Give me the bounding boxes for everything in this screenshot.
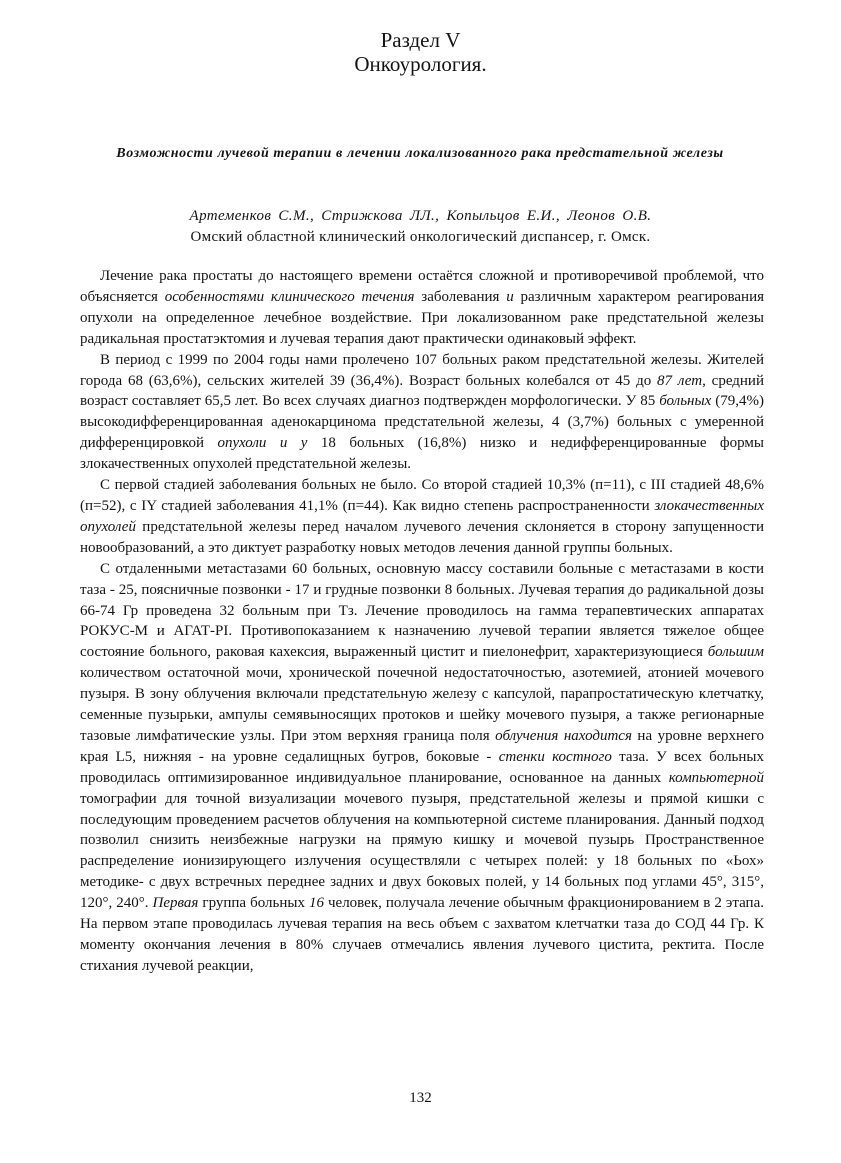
italic-text: особенностями клинического течения — [164, 288, 415, 305]
italic-text: Первая — [152, 895, 199, 912]
italic-text: больных — [659, 393, 712, 410]
body-text-run: количеством остаточной мочи, хронической почечной недостаточностью, азотемией, атонией мочевого пузыря. В зону облучения включали предстательную железу с капсулой, парапростатическую клетчатку, семенные пузырьки, ампулы семявыносящих протоков и шейку мочевого пузыря, а также регионарные тазовые лимфатические узлы. При этом верхняя граница поля — [80, 665, 764, 744]
italic-text: стенки костного — [498, 748, 612, 765]
body-text-run: таза. У всех больных проводилась оптимизированное индивидуальное планирование, основанное на данных — [80, 748, 764, 786]
italic-text: опухоли и у — [217, 435, 308, 452]
italic-text: облучения находится — [495, 727, 632, 744]
italic-text: и — [506, 288, 514, 305]
italic-text: компьютерной — [668, 769, 764, 786]
italic-text: 87 лет — [657, 372, 703, 389]
body-text-run: на уровне верхнего края L5, нижняя - на уровне седалищных бугров, боковые - — [80, 727, 764, 765]
section-subheading: Онкоурология. — [354, 52, 487, 76]
article-affiliation: Омский областной клинический онкологический диспансер, г. Омск. — [190, 229, 651, 245]
italic-text: 16 — [308, 895, 324, 912]
body-text-run: , средний возраст составляет 65,5 лет. Во всех случаях диагноз подтвержден морфологически. У 85 — [80, 372, 764, 410]
body-text-run: томографии для точной визуализации мочевого пузыря, предстательной железы и прямой кишки с последующим проведением расчетов облучения на компьютерной системе планирования. Данный подход позволил снизить неизбежные нагрузки на прямую кишку и мочевой пузырь Пространственное распределение ионизирующего излучения осуществляли с четырех полей: у 18 больных по «Ьох» методике- с двух встречных переднее задних и двух боковых полей, у 14 больных под углами 45°, 315°, 120°, 240°. — [80, 790, 764, 912]
body-paragraph — [80, 266, 764, 350]
body-text-run: заболевания — [414, 288, 507, 305]
body-text-run: человек, получала лечение обычным фракционированием в 2 этапа. На первом этапе проводилась лучевая терапия на весь объем с захватом клетчатки таза до СОД 44 Гр. К моменту окончания лечения в 80% случаев отмечались явления лучевого цистита, ректита. После стихания лучевой реакции, — [80, 895, 764, 974]
section-heading: Раздел V — [380, 28, 461, 52]
body-text-run: С отдаленными метастазами 60 больных, основную массу составили больные с метастазами в кости таза - 25, поясничные позвонки - 17 и грудные позвонки 8 больных. Лучевая терапия до радикальной дозы 66-74 Гр проведена 32 больным при Тз. Лечение проводилось на гамма терапевтических аппаратах РОКУС-М и АГАТ-PI. Противопоказанием к назначению лучевой терапии является тяжелое общее состояние больного, раковая кахексия, выраженный цистит и пиелонефрит, характеризующиеся — [80, 560, 764, 661]
italic-text: злокачественных опухолей — [80, 497, 764, 535]
body-text-run: группа больных — [198, 895, 309, 912]
article-body — [80, 266, 764, 977]
body-paragraph — [80, 475, 764, 559]
article-title: Возможности лучевой терапии в лечении локализованного рака предстательной железы — [116, 146, 724, 161]
body-text-run: Лечение рака простаты до настоящего времени остаётся сложной и противоречивой проблемой, что объясняется — [80, 268, 764, 305]
body-paragraph — [80, 350, 764, 475]
page-number: 132 — [409, 1090, 432, 1106]
body-paragraph — [80, 559, 764, 977]
body-text-run: С первой стадией заболевания больных не было. Со второй стадией 10,3% (п=11), с III стадией 48,6% (п=52), с IY стадией заболевания 41,1% (п=44). Как видно степень распространенности — [80, 477, 764, 514]
italic-text: большим — [707, 644, 764, 661]
article-authors: Артеменков С.М., Стрижкова ЛЛ., Копыльцов Е.И., Леонов О.В. — [189, 208, 652, 224]
body-text-run: предстательной железы перед началом лучевого лечения склоняется в сторону запущенности новообразований, а это диктует разработку новых методов лечения данной группы больных. — [80, 518, 764, 556]
body-text-run: различным характером реагирования опухоли на определенное лечебное воздействие. При локализованном раке предстательной железы радикальная простатэктомия и лучевая терапия дают практически одинаковый эффект. — [80, 288, 764, 347]
body-text-run: (79,4%) высокодифференцированная аденокарцинома предстательной железы, 4 (3,7%) больных с умеренной дифференцировкой — [80, 393, 764, 452]
body-text-run: В период с 1999 по 2004 годы нами пролечено 107 больных раком предстательной железы. Жителей города 68 (63,6%), сельских жителей 39 (36,4%). Возраст больных колебался от 45 до — [80, 351, 764, 389]
body-text-run: 18 больных (16,8%) низко и недифференцированные формы злокачественных опухолей предстательной железы. — [80, 435, 764, 473]
